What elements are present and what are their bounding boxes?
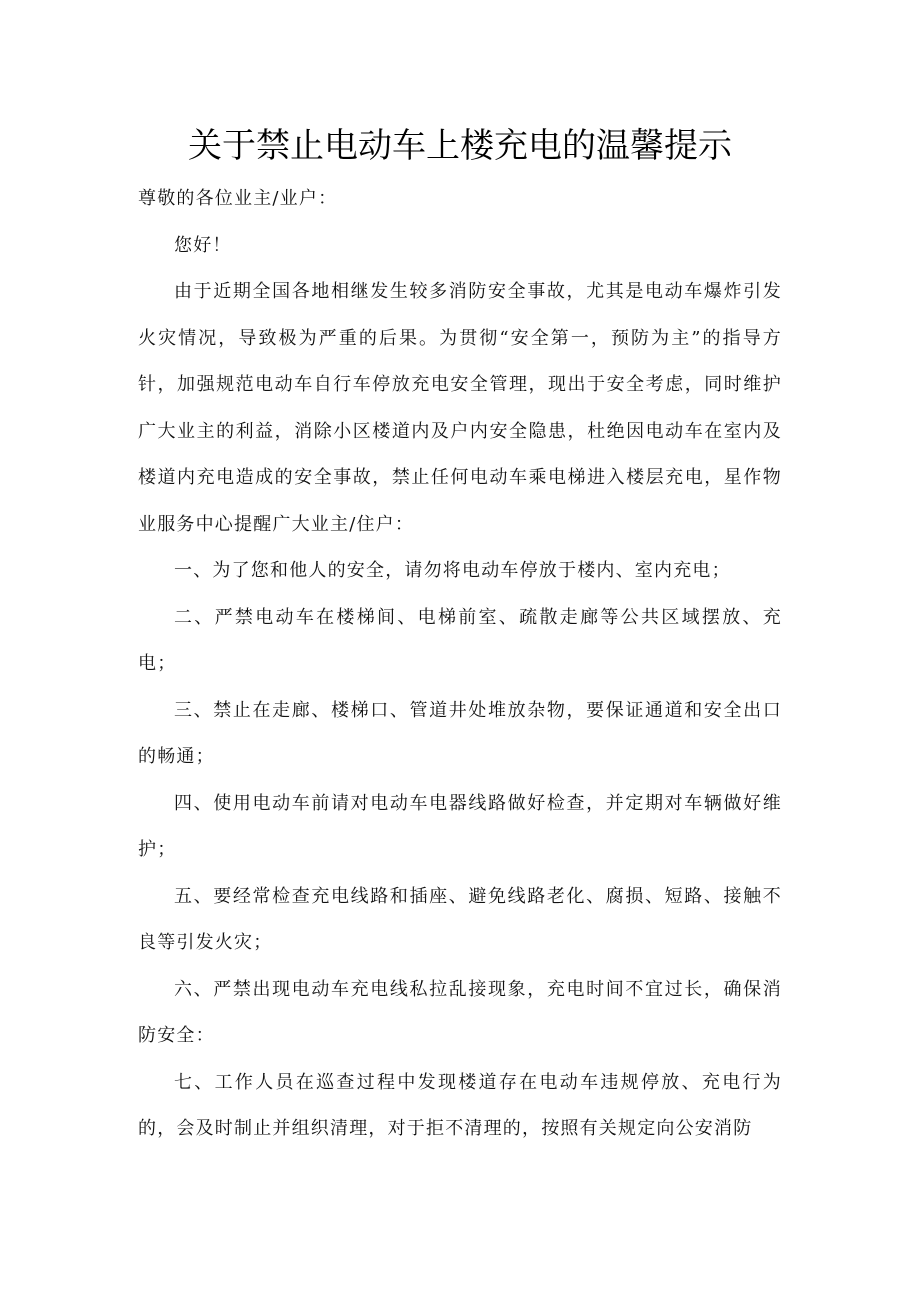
- notice-item-2: 二、严禁电动车在楼梯间、电梯前室、疏散走廊等公共区域摆放、充电；: [138, 606, 782, 674]
- notice-item-3: 三、禁止在走廊、楼梯口、管道井处堆放杂物，要保证通道和安全出口的畅通；: [138, 699, 782, 767]
- document-title: 关于禁止电动车上楼充电的温馨提示: [188, 126, 732, 166]
- notice-item-4: 四、使用电动车前请对电动车电器线路做好检查，并定期对车辆做好维护；: [138, 792, 782, 860]
- notice-item-1: 一、为了您和他人的安全，请勿将电动车停放于楼内、室内充电；: [174, 560, 731, 581]
- notice-item-5: 五、要经常检查充电线路和插座、避免线路老化、腐损、短路、接触不良等引发火灾；: [138, 885, 782, 953]
- intro-paragraph: 由于近期全国各地相继发生较多消防安全事故，尤其是电动车爆炸引发火灾情况，导致极为严重的后果。为贯彻“安全第一，预防为主”的指导方针，加强规范电动车自行车停放充电安全管理，现出于安全考虑，同时维护广大业主的利益，消除小区楼道内及户内安全隐患，杜绝因电动车在室内及楼道内充电造成的安全事故，禁止任何电动车乘电梯进入楼层充电，星作物业服务中心提醒广大业主/住户：: [138, 281, 782, 535]
- document-body: [138, 176, 782, 1153]
- salutation: 尊敬的各位业主/业户：: [138, 188, 338, 209]
- notice-item-7: 七、工作人员在巡查过程中发现楼道存在电动车违规停放、充电行为的，会及时制止并组织清理，对于拒不清理的，按照有关规定向公安消防: [138, 1071, 782, 1139]
- notice-item-6: 六、严禁出现电动车充电线私拉乱接现象，充电时间不宜过长，确保消防安全：: [138, 978, 782, 1046]
- greeting: 您好！: [174, 234, 232, 256]
